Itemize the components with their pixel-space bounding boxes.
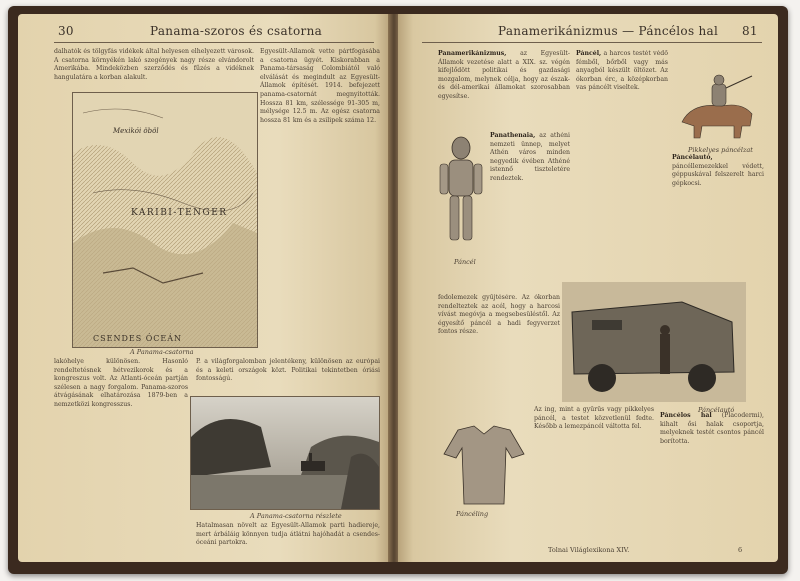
entry-head: Páncélautó, <box>672 154 713 161</box>
panama-map <box>72 92 258 348</box>
map-label-gulf: Mexikói öböl <box>113 127 159 135</box>
entry-pancelauto <box>672 154 764 290</box>
map-caption: A Panama-csatorna <box>130 348 194 356</box>
canal-photo <box>190 396 380 510</box>
entry-text: (Placodermi), kihalt ősi halak csoportja, melyeknek testét csontos páncél borította. <box>660 412 764 445</box>
page-number-left: 30 <box>58 24 74 38</box>
entry-pancel <box>576 50 668 290</box>
left-intro-text: dalhatók és tölgyfás vidékek által helyesen elhelyezett városok. A csatorna környékén lakó szegények nagy része elvándorolt Amerikába. Mindeközben szerződés és fűzés a vidéknek hangulatára a korban alakult. <box>54 48 254 81</box>
entry-panathenaia <box>490 132 570 262</box>
signature-mark: 6 <box>738 546 743 554</box>
entry-head: Páncél, <box>576 50 602 57</box>
entry-head: Panathenaia, <box>490 132 536 139</box>
entry-text: páncéllemezekkel védett, géppuskával felszerelt harci gépkocsi. <box>672 162 764 187</box>
rider-figure <box>672 72 764 146</box>
rider-illustration <box>672 72 764 146</box>
page-number-right: 81 <box>742 24 758 38</box>
armored-car-photo <box>562 282 746 402</box>
entry-text: az Egyesült-Államok vezetése alatt a XIX. sz. végén kifejlődött politikai és gazdasági mozgalom, melynek célja, hogy az észak- és dél-amerikai államokat szorosabban egyesítse. <box>438 50 570 100</box>
entry-text: a harcos testét védő fémből, bőrből vagy más anyagból készült öltözet. Az ókorban érc, a középkorban vas páncélt viseltek. <box>576 50 668 92</box>
page-footer: Tolnai Világlexikona XIV. <box>548 546 630 554</box>
photo-caption: A Panama-csatorna részlete <box>250 512 342 520</box>
left-bottom-right-text: P. a világforgalomban jelentékeny, különösen az európai és a keleti országok közt. Politikai tekintetben óriási fontosságú. <box>196 358 380 383</box>
left-footer-text: Hatalmasan növelt az Egyesült-Államok parti hadiereje, mert árbáláig könnyen tudja átlátni hajóhadát a csendes-óceáni partokra. <box>196 522 380 547</box>
armor-illustration <box>434 134 488 252</box>
chainmail-illustration <box>438 424 530 508</box>
right-page <box>398 14 778 562</box>
right-page-title: Panamerikánizmus — Páncélos hal <box>498 24 719 38</box>
map-label-caribbean: KARIBI-TENGER <box>131 208 228 218</box>
left-page-title: Panama-szoros és csatorna <box>150 24 323 38</box>
entry-text: az athéni nemzeti ünnep, melyet Athén város minden negyedik évében Athéné istennő tiszteletére rendeztek. <box>490 132 570 182</box>
open-book <box>8 6 788 574</box>
map-label-ocean: CSENDES ÓCEÁN <box>93 334 183 343</box>
map-illustration <box>73 93 257 347</box>
right-bottom-mid-text: Az ing, mint a gyűrűs vagy pikkelyes páncél, a testet közvetlenül fedte. Később a lemezpáncél váltotta fel. <box>534 406 654 431</box>
chainmail-figure <box>438 424 530 508</box>
header-rule-right <box>422 42 762 43</box>
entry-panamerikanizmus <box>438 50 570 130</box>
rider-caption: Pikkelyes páncélzat <box>688 146 753 154</box>
canal-photo-illustration <box>191 397 379 509</box>
armor-caption: Páncél <box>454 258 476 266</box>
armored-car-illustration <box>562 282 746 402</box>
entry-head: Panamerikánizmus, <box>438 50 507 57</box>
right-mid-text: fedolemezek gyűjtésére. Az ókorban rendelteztek az acél, hogy a harcosi vívást megóvja a megsebesüléstől. Az égyesítő páncél a hadi fegyverzet fontos része. <box>438 294 560 336</box>
entry-head: Páncélos hal <box>660 412 712 419</box>
left-column-right-text: Egyesült-Államok vette pártfogásába a csatorna ügyét. Kiskorabban a Panama-társaság Colombiától való elválását és megindult az Egyesült-Államok építését. 1914. befejezett panama-csatornát megnyitották. Hossza 81 km, szélessége 91-305 m, mélysége 12.5 m. Az egész csatorna hossza 81 km és a zsilipek száma 12. <box>260 48 380 124</box>
armor-figure <box>434 134 488 252</box>
left-bottom-text: lakóhelye különösen. Hasonló rendeltetésnek hétvezikorok és a kongreszus volt. Az Atlanti-óceán partján szélesen a nagy forgalom. Panama-szoros átvágásának elhatározása 1879-ben a nemzetközi kongresszus. <box>54 358 188 408</box>
left-page <box>18 14 390 562</box>
car-caption: Páncélautó <box>698 406 735 414</box>
chainmail-caption: Páncéling <box>456 510 489 518</box>
entry-pancelos-hal <box>660 412 764 536</box>
header-rule <box>54 42 374 43</box>
